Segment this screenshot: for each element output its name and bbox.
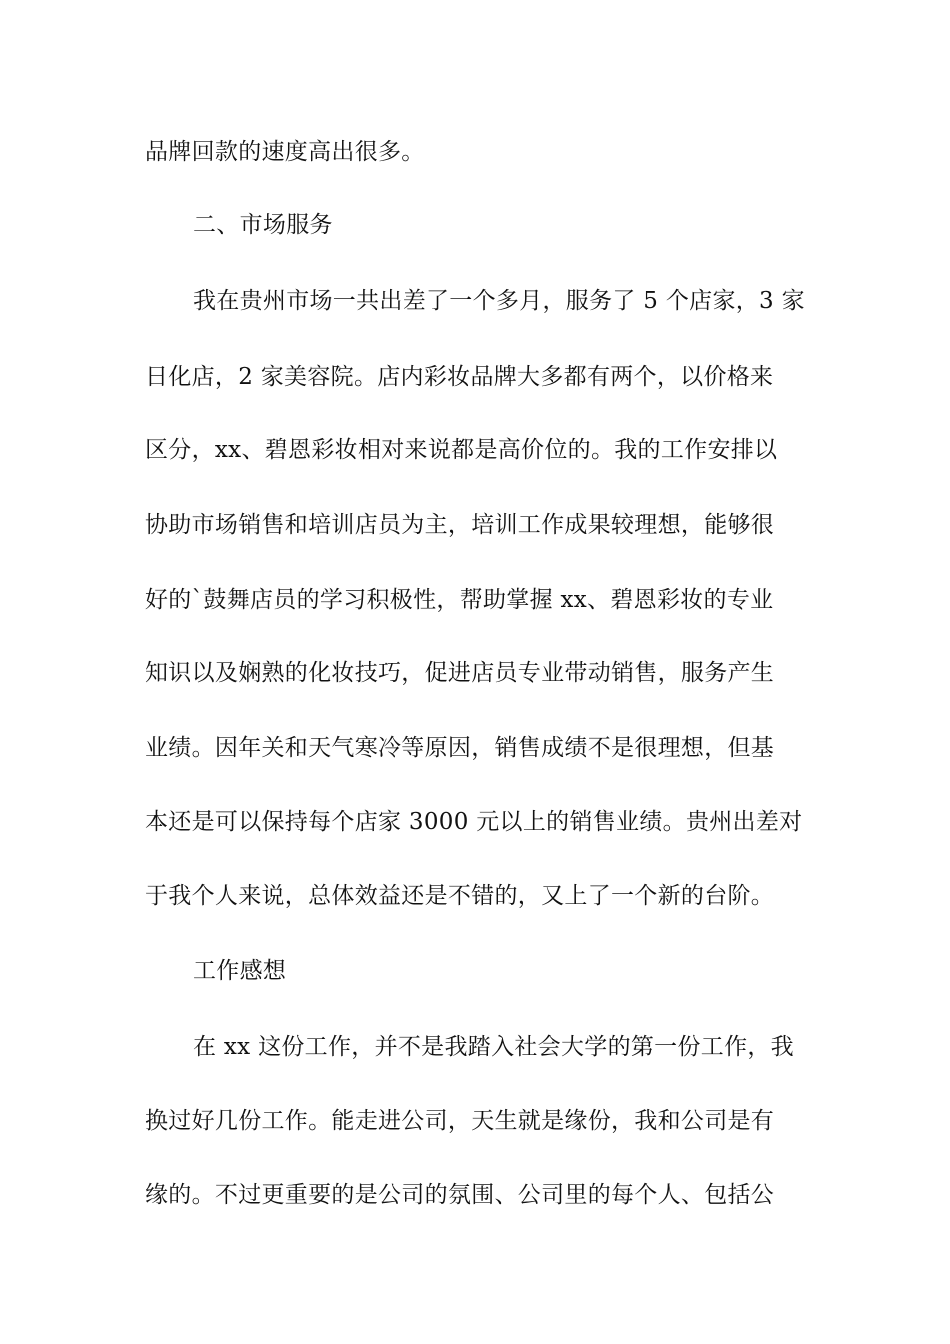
paragraph-line: 业绩。因年关和天气寒冷等原因，销售成绩不是很理想，但基 [145,735,775,761]
section-heading-work-reflection: 工作感想 [193,958,287,984]
paragraph-line: 缘的。不过更重要的是公司的氛围、公司里的每个人、包括公 [145,1182,775,1208]
paragraph-line: 区分，xx、碧恩彩妆相对来说都是高价位的。我的工作安排以 [145,437,778,463]
paragraph-line: 日化店，2 家美容院。店内彩妆品牌大多都有两个，以价格来 [145,364,774,390]
section-heading-market-service: 二、市场服务 [193,212,333,238]
paragraph-line: 本还是可以保持每个店家 3000 元以上的销售业绩。贵州出差对 [145,809,803,835]
paragraph-line: 好的`鼓舞店员的学习积极性，帮助掌握 xx、碧恩彩妆的专业 [145,587,774,613]
paragraph-line: 协助市场销售和培训店员为主，培训工作成果较理想，能够很 [145,512,775,538]
paragraph-line: 于我个人来说，总体效益还是不错的，又上了一个新的台阶。 [145,883,775,909]
paragraph-line: 在 xx 这份工作，并不是我踏入社会大学的第一份工作，我 [193,1034,794,1060]
paragraph-line: 我在贵州市场一共出差了一个多月，服务了 5 个店家，3 家 [193,288,805,314]
paragraph-line: 换过好几份工作。能走进公司，天生就是缘份，我和公司是有 [145,1108,775,1134]
paragraph-line: 品牌回款的速度高出很多。 [145,139,425,165]
paragraph-line: 知识以及娴熟的化妆技巧，促进店员专业带动销售，服务产生 [145,660,775,686]
